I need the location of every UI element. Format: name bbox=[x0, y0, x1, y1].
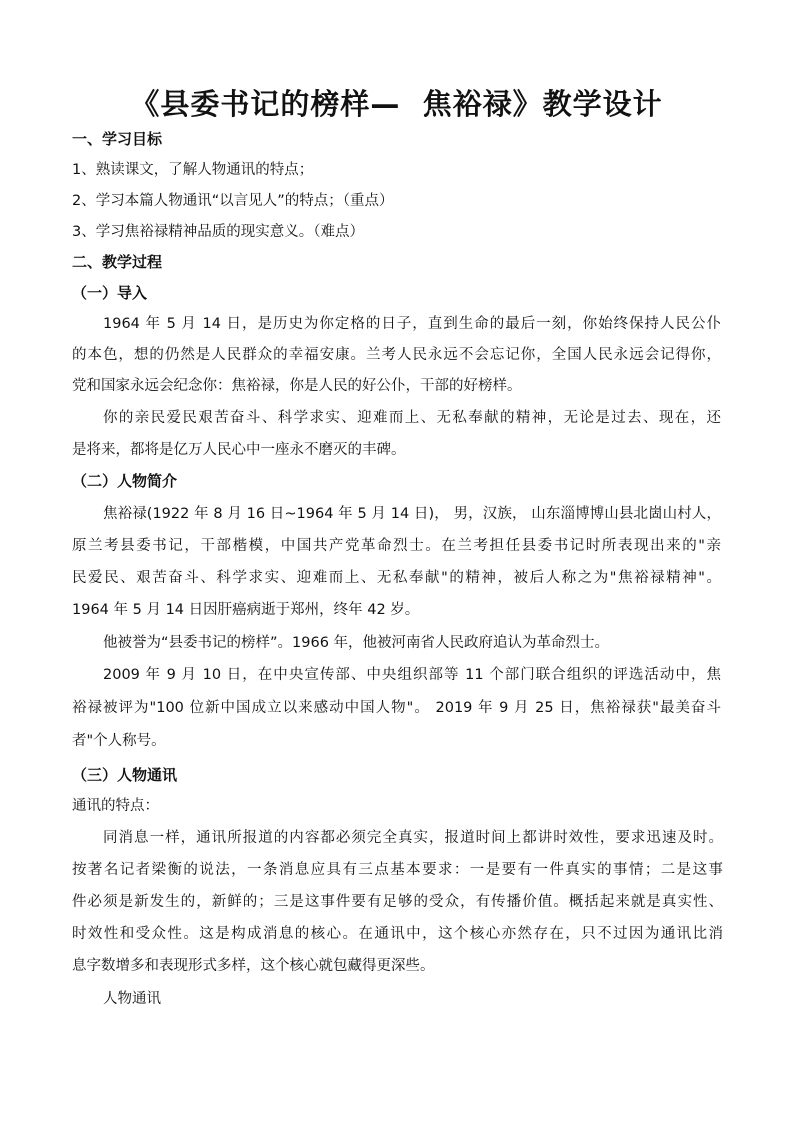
intro-paragraph-1-line-2: 的本色，想的仍然是人民群众的幸福安康。兰考人民永远不会忘记你，全国人民永远会记得你， bbox=[72, 347, 721, 363]
goal-item-3: 3、学习焦裕禄精神品质的现实意义。（难点） bbox=[72, 224, 364, 240]
intro-paragraph-1-line-3: 党和国家永远会纪念你：焦裕禄，你是人民的好公仆，干部的好榜样。 bbox=[72, 378, 522, 394]
profile-paragraph-1-line-3: 民爱民、艰苦奋斗、科学求实、迎难而上、无私奉献"的精神，被后人称之为"焦裕禄精神"。 bbox=[72, 570, 721, 586]
section-heading-goals: 一、学习目标 bbox=[72, 130, 163, 148]
profile-paragraph-1-line-4: 1964 年 5 月 14 日因肝癌病逝于郑州，终年 42 岁。 bbox=[72, 602, 420, 618]
news-paragraph-1-line-1: 同消息一样，通讯所报道的内容都必须完全真实，报道时间上都讲时效性，要求迅速及时。 bbox=[103, 830, 723, 846]
profile-paragraph-3-line-2: 裕禄被评为"100 位新中国成立以来感动中国人物"。 2019 年 9 月 25 日，焦裕禄获"最美奋斗 bbox=[72, 700, 721, 716]
intro-paragraph-2-line-2: 是将来，都将是亿万人民心中一座永不磨灭的丰碑。 bbox=[72, 442, 406, 458]
news-paragraph-1-line-4: 时效性和受众性。这是构成消息的核心。在通讯中，这个核心亦然存在，只不过因为通讯比消 bbox=[72, 926, 723, 942]
subsection-heading-intro: （一）导入 bbox=[72, 284, 148, 302]
news-paragraph-1-line-3: 件必须是新发生的，新鲜的；三是这事件要有足够的受众，有传播价值。概括起来就是真实性、 bbox=[72, 894, 723, 910]
subsection-heading-news: （三）人物通讯 bbox=[72, 766, 178, 784]
subsection-heading-profile: （二）人物简介 bbox=[72, 472, 178, 490]
news-paragraph-1-line-2: 按著名记者梁衡的说法，一条消息应具有三点基本要求：一是要有一件真实的事情；二是这事 bbox=[72, 862, 723, 878]
intro-paragraph-2-line-1: 你的亲民爱民艰苦奋斗、科学求实、迎难而上、无私奉献的精神，无论是过去、现在，还 bbox=[103, 410, 721, 426]
goal-item-2: 2、学习本篇人物通讯“以言见人”的特点；（重点） bbox=[72, 193, 394, 209]
section-heading-process: 二、教学过程 bbox=[72, 253, 163, 271]
profile-paragraph-3-line-3: 者"个人称号。 bbox=[72, 733, 166, 749]
news-paragraph-2: 人物通讯 bbox=[103, 991, 161, 1007]
profile-paragraph-1-line-2: 原兰考县委书记，干部楷模，中国共产党革命烈士。在兰考担任县委书记时所表现出来的"亲 bbox=[72, 538, 721, 554]
profile-paragraph-1-line-1: 焦裕禄(1922 年 8 月 16 日~1964 年 5 月 14 日)， 男，汉族， 山东淄博博山县北崮山村人， bbox=[103, 506, 721, 522]
intro-paragraph-1-line-1: 1964 年 5 月 14 日，是历史为你定格的日子，直到生命的最后一刻，你始终保持人民公仆 bbox=[103, 316, 721, 332]
profile-paragraph-3-line-1: 2009 年 9 月 10 日，在中央宣传部、中央组织部等 11 个部门联合组织的评选活动中，焦 bbox=[103, 667, 721, 683]
profile-paragraph-2: 他被誉为“县委书记的榜样”。1966 年，他被河南省人民政府追认为革命烈士。 bbox=[103, 635, 610, 651]
news-subheading: 通讯的特点： bbox=[72, 798, 159, 814]
document-title: 《县委书记的榜样— 焦裕禄》教学设计 bbox=[130, 87, 663, 121]
goal-item-1: 1、熟读课文，了解人物通讯的特点； bbox=[72, 162, 314, 178]
news-paragraph-1-line-5: 息字数增多和表现形式多样，这个核心就包藏得更深些。 bbox=[72, 958, 435, 974]
